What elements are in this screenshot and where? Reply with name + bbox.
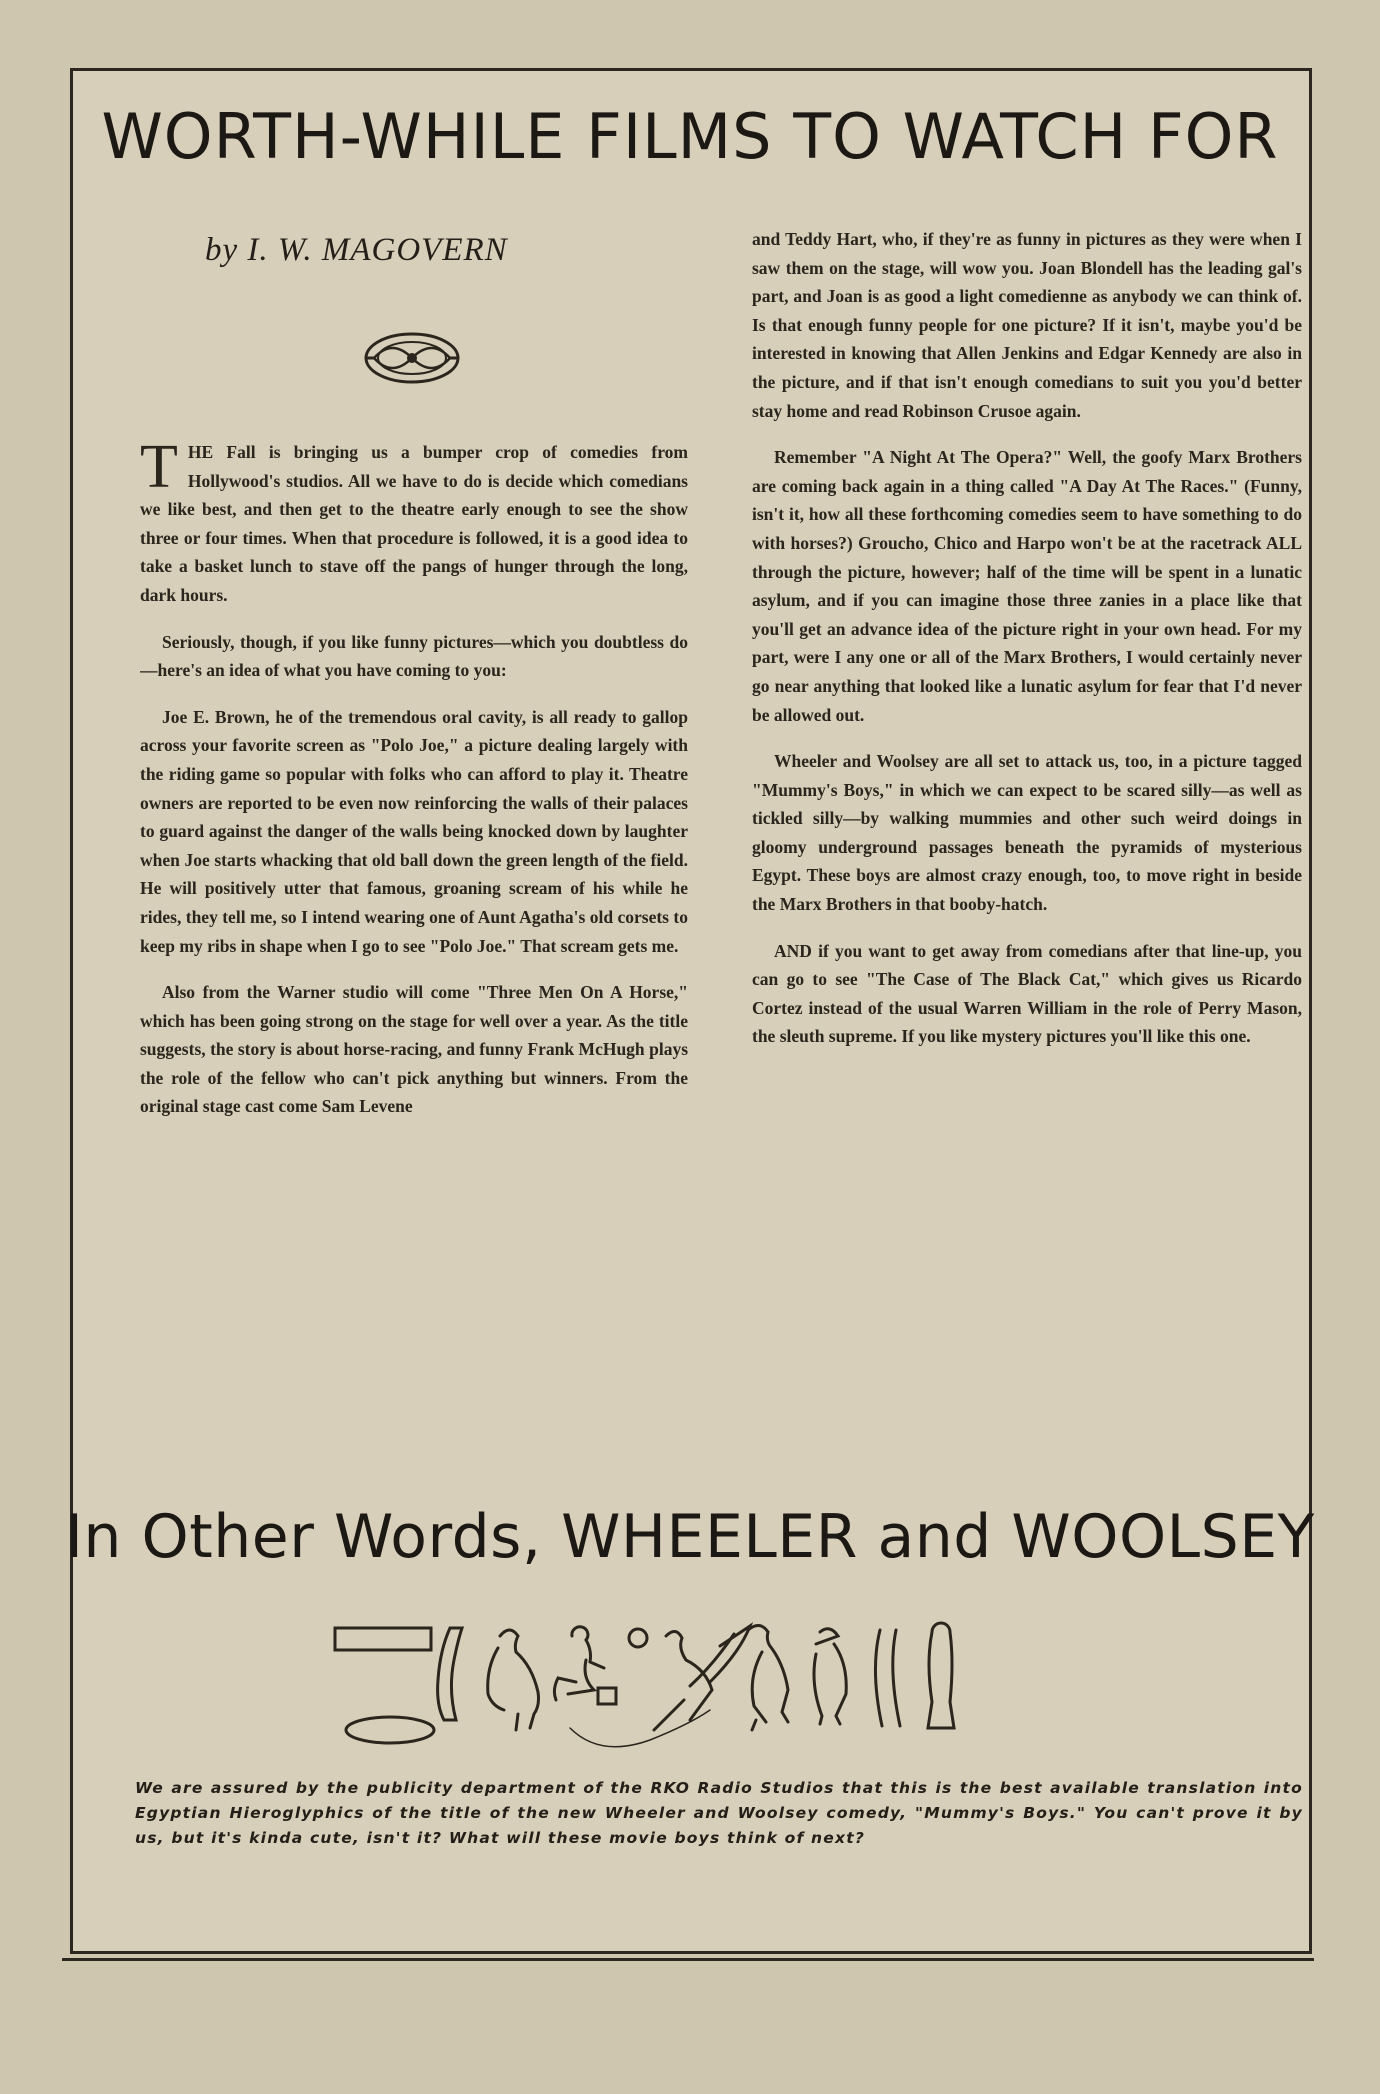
paragraph: Seriously, though, if you like funny pictures—which you doubtless do—here's an idea of what you have coming to you:	[140, 631, 688, 681]
hieroglyph-reed-icon	[438, 1628, 462, 1720]
hieroglyph-rectangle-icon	[335, 1628, 431, 1650]
article-headline: WORTH-WHILE FILMS TO WATCH FOR	[101, 100, 1279, 173]
drop-cap: T	[140, 438, 178, 501]
feature-headline: In Other Words, WHEELER and WOOLSEY	[65, 1502, 1315, 1572]
paragraph	[140, 438, 688, 610]
byline: by I. W. MAGOVERN	[205, 232, 508, 268]
article-column-left	[140, 438, 688, 1440]
hieroglyph-seated-man-icon	[554, 1627, 616, 1704]
paragraph: AND if you want to get away from comedians after that line-up, you can go to see "The Case of The Black Cat," which gives us Ricardo Cortez instead of the usual Warren William in the role of Perry Mason, the sleuth supreme. If you like mystery pictures you'll like this one.	[752, 940, 1302, 1047]
paragraph: Wheeler and Woolsey are all set to attack us, too, in a picture tagged "Mummy's Boys," in which we can expect to be scared silly—as well as tickled silly—by walking mummies and other such weird doings in gloomy underground passages beneath the pyramids of mysterious Egypt. These boys are almost crazy enough, too, to move right in beside the Marx Brothers in that booby-hatch.	[752, 751, 1302, 915]
article-column-right	[752, 225, 1302, 1447]
hieroglyph-mummy-icon	[928, 1623, 954, 1728]
hieroglyph-reed-pair-icon	[875, 1630, 900, 1726]
bottom-rule	[62, 1958, 1314, 1961]
hieroglyph-sun-icon	[629, 1629, 647, 1647]
paragraph-text: HE Fall is bringing us a bumper crop of comedies from Hollywood's studios. All we have to do is decide which comedians we like best, and then get to the theatre early enough to see the show three or four times. When that procedure is followed, it is a good idea to take a basket lunch to stave off the pangs of hunger through the long, dark hours.	[140, 442, 688, 605]
hieroglyphics-illustration	[320, 1610, 1080, 1760]
paragraph: Remember "A Night At The Opera?" Well, the goofy Marx Brothers are coming back again in a thing called "A Day At The Races." (Funny, isn't it, how all these forthcoming comedies seem to have something to do with horses?) Groucho, Chico and Harpo won't be at the racetrack ALL through the picture, however; half of the time will be spent in a lunatic asylum, and if you can imagine those three zanies in a place like that you'll get an advance idea of the picture right in your own head. For my part, were I any one or all of the Marx Brothers, I would certainly never go near anything that looked like a lunatic asylum for fear that I'd never be allowed out.	[752, 447, 1302, 725]
paragraph: and Teddy Hart, who, if they're as funny in pictures as they were when I saw them on the stage, will wow you. Joan Blondell has the leading gal's part, and Joan is as good a light comedienne as anybody we can think of. Is that enough funny people for one picture? If it isn't, maybe you'd be interested in knowing that Allen Jenkins and Edgar Kennedy are also in the picture, and if that isn't enough comedians to suit you you'd better stay home and read Robinson Crusoe again.	[752, 229, 1302, 421]
paragraph: Joe E. Brown, he of the tremendous oral cavity, is all ready to gallop across your favorite screen as "Polo Joe," a picture dealing largely with the riding game so popular with folks who can afford to play it. Theatre owners are reported to be even now reinforcing the walls of their palaces to guard against the danger of the walls being knocked down by laughter when Joe starts whacking that old ball down the green length of the field. He will positively utter that famous, groaning scream of his while he rides, they tell me, so I intend wearing one of Aunt Agatha's old corsets to keep my ribs in shape when I go to see "Polo Joe." That scream gets me.	[140, 706, 688, 956]
hieroglyph-vulture-icon	[488, 1630, 539, 1730]
hieroglyph-ibis-icon	[814, 1629, 846, 1724]
ornament-icon	[362, 330, 462, 386]
caption: We are assured by the publicity department of the RKO Radio Studios that this is the best available translation into Egyptian Hieroglyphics of the title of the new Wheeler and Woolsey comedy, "Mummy's Boys." You can't prove it by us, but it's kinda cute, isn't it? What will these movie boys think of next?	[135, 1779, 1303, 1847]
hieroglyph-falcon-icon	[748, 1625, 788, 1730]
paragraph: Also from the Warner studio will come "Three Men On A Horse," which has been going strong on the stage for well over a year. As the title suggests, the story is about horse-racing, and funny Frank McHugh plays the role of the fellow who can't pick anything but winners. From the original stage cast come Sam Levene	[140, 982, 688, 1117]
hieroglyph-loaf-icon	[346, 1717, 434, 1743]
